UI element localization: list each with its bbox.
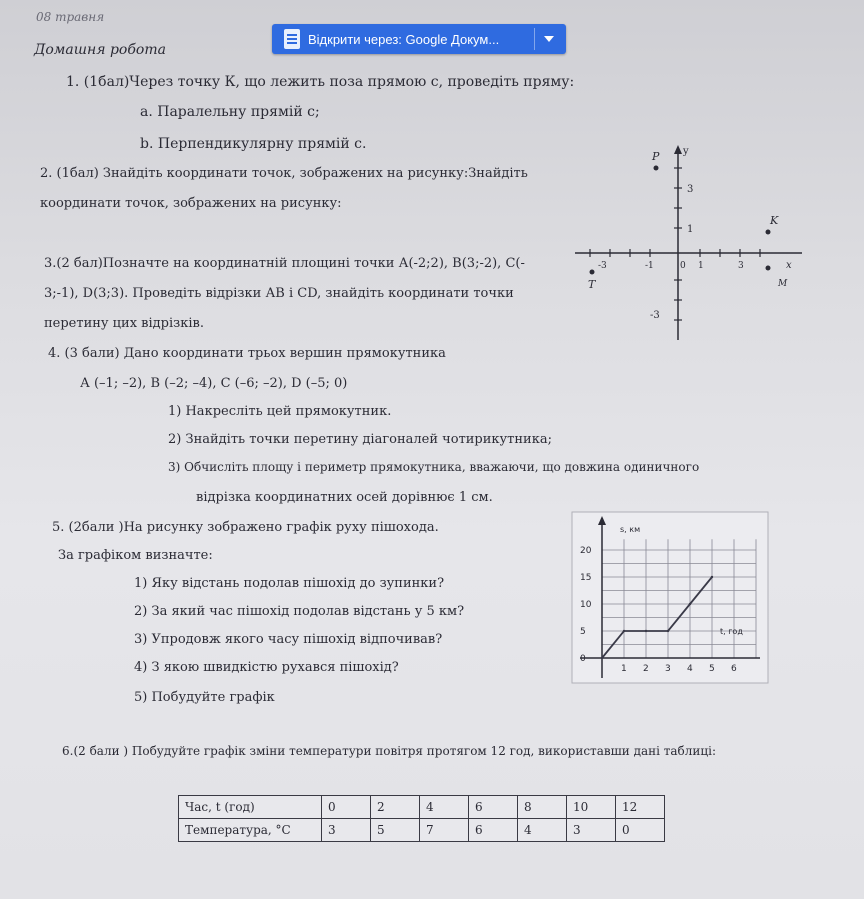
task-3-line2: 3;-1), D(3;3). Проведіть відрізки АВ і CD, знайдіть координати точки — [44, 286, 514, 301]
motion-point — [689, 603, 691, 605]
task-4-item-1: 1) Накресліть цей прямокутник. — [168, 404, 392, 419]
table-header-time: Час, t (год) — [179, 796, 322, 819]
point-m-label: M — [778, 279, 788, 289]
task-4-item-3: 3) Обчисліть площу і периметр прямокутника, вважаючи, що довжина одиничного — [168, 460, 700, 474]
t-axis-label: t, год — [720, 627, 743, 636]
table-cell: 3 — [567, 819, 616, 842]
point-t-label: T — [588, 278, 596, 291]
s-tick-label: 20 — [580, 546, 592, 556]
table-cell: 5 — [371, 819, 420, 842]
table-cell: 4 — [518, 819, 567, 842]
table-header-temperature: Температура, °С — [179, 819, 322, 842]
x-tick-1: 1 — [698, 261, 704, 271]
task-3-line3: перетину цих відрізків. — [44, 316, 204, 331]
task-2-line2: координати точок, зображених на рисунку: — [40, 196, 342, 211]
x-axis-label: x — [786, 260, 792, 271]
task-5-q1: 1) Яку відстань подолав пішохід до зупинки? — [134, 576, 445, 591]
s-tick-label: 15 — [580, 573, 592, 583]
task-4-title: 4. (3 бали) Дано координати трьох вершин прямокутника — [48, 346, 446, 361]
s-tick-label: 5 — [580, 627, 586, 637]
table-cell: 2 — [371, 796, 420, 819]
temperature-table — [178, 795, 665, 842]
x-tick-0: 0 — [680, 261, 686, 271]
open-with-google-docs-button[interactable] — [272, 24, 566, 54]
table-row — [179, 796, 665, 819]
task-4-item-2: 2) Знайдіть точки перетину діагоналей чотирикутника; — [168, 432, 552, 447]
table-cell: 7 — [420, 819, 469, 842]
t-tick-label: 5 — [709, 664, 715, 674]
task-4-vertices: А (–1; –2), В (–2; –4), С (–6; –2), D (–5; 0) — [80, 376, 348, 391]
date-label: 08 травня — [36, 10, 105, 24]
table-cell: 8 — [518, 796, 567, 819]
x-tick-neg1: -1 — [645, 261, 654, 271]
task-4-item-3b: відрізка координатних осей дорівнює 1 см. — [196, 490, 493, 505]
motion-point — [645, 630, 647, 632]
table-cell: 12 — [616, 796, 665, 819]
s-tick-label: 10 — [580, 600, 592, 610]
point-p-label: P — [652, 150, 660, 163]
table-cell: 6 — [469, 796, 518, 819]
x-tick-neg3: -3 — [598, 261, 607, 271]
y-axis-label: y — [683, 146, 689, 157]
s-axis-label: s, км — [620, 525, 641, 534]
point-k — [766, 230, 771, 235]
point-p — [654, 166, 659, 171]
y-axis-arrow — [674, 145, 682, 154]
t-tick-label: 3 — [665, 664, 671, 674]
task-5-q4: 4) З якою швидкістю рухався пішохід? — [134, 660, 399, 675]
task-5-subtitle: За графіком визначте: — [58, 548, 213, 563]
point-k-label: K — [770, 214, 779, 227]
motion-point — [623, 630, 625, 632]
table-row — [179, 819, 665, 842]
task-5-q3: 3) Упродовж якого часу пішохід відпочивав? — [134, 632, 443, 647]
motion-graph — [570, 510, 770, 685]
task-5-title: 5. (2бали )На рисунку зображено графік руху пішохода. — [52, 520, 439, 535]
coordinate-figure — [570, 140, 810, 350]
table-cell: 3 — [322, 819, 371, 842]
s-tick-label: 0 — [580, 654, 586, 664]
table-cell: 0 — [322, 796, 371, 819]
chevron-down-icon[interactable] — [544, 36, 554, 42]
task-2-line1: 2. (1бал) Знайдіть координати точок, зображених на рисунку:Знайдіть — [40, 166, 528, 181]
table-cell: 10 — [567, 796, 616, 819]
t-tick-label: 6 — [731, 664, 737, 674]
table-cell: 4 — [420, 796, 469, 819]
task-5-q2: 2) За який час пішохід подолав відстань у 5 км? — [134, 604, 465, 619]
y-tick-1: 1 — [687, 224, 694, 235]
google-docs-icon — [284, 29, 300, 49]
x-tick-3: 3 — [738, 261, 744, 271]
task-5-q5: 5) Побудуйте графік — [134, 690, 275, 705]
point-t — [590, 270, 595, 275]
open-with-label: Відкрити через: Google Докум... — [308, 31, 500, 47]
motion-point — [667, 630, 669, 632]
t-tick-label: 4 — [687, 664, 693, 674]
page-title: Домашня робота — [34, 42, 166, 58]
motion-point — [601, 657, 603, 659]
task-1-a: a. Паралельну прямій с; — [140, 104, 320, 120]
t-tick-label: 1 — [621, 664, 627, 674]
table-cell: 6 — [469, 819, 518, 842]
table-cell: 0 — [616, 819, 665, 842]
task-1: 1. (1бал)Через точку К, що лежить поза прямою с, проведіть пряму: — [66, 74, 575, 90]
point-m — [766, 266, 771, 271]
motion-point — [711, 576, 713, 578]
y-tick-3: 3 — [687, 184, 694, 195]
task-3-line1: 3.(2 бал)Позначте на координатній площині точки А(-2;2), В(3;-2), С(- — [44, 256, 525, 271]
t-tick-label: 2 — [643, 664, 649, 674]
y-tick-neg3: -3 — [650, 310, 660, 321]
task-6: 6.(2 бали ) Побудуйте графік зміни температури повітря протягом 12 год, використавши дані таблиці: — [62, 744, 716, 758]
task-1-b: b. Перпендикулярну прямій с. — [140, 136, 367, 152]
banner-divider — [534, 28, 535, 50]
